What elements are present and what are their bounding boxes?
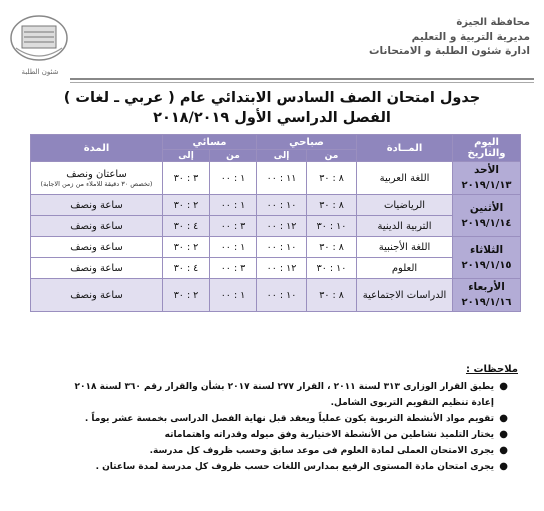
- letterhead: [0, 6, 544, 78]
- morning-to-cell: ١٢ : ٠٠: [257, 216, 307, 237]
- day-cell: [453, 279, 521, 312]
- day-cell: [453, 195, 521, 237]
- header-subject: المــادة: [357, 135, 453, 162]
- evening-to-cell: ٤ : ٣٠: [163, 258, 210, 279]
- bullet-icon: ●: [499, 445, 508, 456]
- subject-cell: الرياضيات: [357, 195, 453, 216]
- list-item: ● تقويم مواد الأنشطة التربوية يكون عملياً ويعقد قبل نهاية الفصل الدراسى بخمسة عشر يوماً .: [28, 411, 524, 427]
- notes-list: [28, 379, 524, 475]
- duration-cell: ساعة ونصف: [31, 279, 163, 312]
- bullet-icon: ●: [499, 381, 508, 392]
- header-morning-to: إلى: [257, 150, 307, 162]
- evening-to-cell: ٤ : ٣٠: [163, 216, 210, 237]
- bullet-icon: ●: [499, 413, 508, 424]
- evening-to-cell: ٣ : ٣٠: [163, 162, 210, 195]
- day-name: الأثنين: [469, 201, 504, 214]
- morning-to-cell: ١٢ : ٠٠: [257, 258, 307, 279]
- duration-note: (تخصص ٣٠ دقيقة للاملاء من زمن الاجابة): [40, 179, 153, 188]
- table-row: [31, 216, 521, 237]
- day-name: الأحد: [473, 164, 500, 176]
- duration-cell: ساعة ونصف: [31, 195, 163, 216]
- day-cell: [453, 237, 521, 279]
- title-line-1: جدول امتحان الصف السادس الابتدائي عام ( عربي ـ لغات ): [63, 90, 481, 106]
- day-date: ٢٠١٩/١/١٤: [461, 217, 512, 229]
- day-date: ٢٠١٩/١/١٥: [461, 259, 512, 271]
- list-item: ● يختار التلميذ نشاطين من الأنشطة الاختيارية وفق ميوله وقدراته واهتماماته: [28, 427, 524, 443]
- evening-from-cell: ١ : ٠٠: [210, 195, 257, 216]
- table-row: [31, 195, 521, 216]
- subject-cell: اللغة الأجنبية: [357, 237, 453, 258]
- subject-cell: اللغة العربية: [357, 162, 453, 195]
- evening-to-cell: ٢ : ٣٠: [163, 237, 210, 258]
- notes-title: ملاحظات :: [465, 364, 518, 375]
- duration-cell: [31, 162, 163, 195]
- duration-text: ساعتان ونصف: [66, 168, 127, 180]
- department-name: ادارة شئون الطلبة و الامتحانات: [369, 45, 530, 57]
- document-title: [0, 88, 544, 128]
- duration-cell: ساعة ونصف: [31, 216, 163, 237]
- morning-from-cell: ١٠ : ٣٠: [307, 216, 357, 237]
- table-row: [31, 258, 521, 279]
- header-day-date: اليوم والتاريخ: [453, 135, 521, 162]
- morning-to-cell: ١٠ : ٠٠: [257, 279, 307, 312]
- morning-from-cell: ٨ : ٣٠: [307, 279, 357, 312]
- header-morning-from: من: [307, 150, 357, 162]
- governorate-name: محافظة الجيزة: [456, 17, 530, 28]
- morning-to-cell: ١٠ : ٠٠: [257, 237, 307, 258]
- logo-caption: شئون الطلبة: [21, 68, 59, 76]
- morning-from-cell: ٨ : ٣٠: [307, 162, 357, 195]
- bullet-icon: ●: [499, 461, 508, 472]
- morning-to-cell: ١١ : ٠٠: [257, 162, 307, 195]
- table-row: [31, 279, 521, 312]
- evening-from-cell: ١ : ٠٠: [210, 237, 257, 258]
- morning-from-cell: ٨ : ٣٠: [307, 237, 357, 258]
- organization-block: [369, 16, 530, 58]
- subject-cell: العلوم: [357, 258, 453, 279]
- evening-from-cell: ١ : ٠٠: [210, 279, 257, 312]
- ministry-logo-icon: [6, 8, 72, 74]
- header-divider: [70, 78, 534, 83]
- duration-cell: ساعة ونصف: [31, 237, 163, 258]
- day-name: الثلاثاء: [469, 243, 504, 256]
- day-name: الأربعاء: [468, 281, 505, 293]
- evening-from-cell: ٣ : ٠٠: [210, 258, 257, 279]
- header-evening-to: إلى: [163, 150, 210, 162]
- morning-from-cell: ١٠ : ٣٠: [307, 258, 357, 279]
- exam-schedule-table: [30, 134, 521, 312]
- header-morning: صباحي: [257, 135, 357, 150]
- evening-from-cell: ٣ : ٠٠: [210, 216, 257, 237]
- evening-from-cell: ١ : ٠٠: [210, 162, 257, 195]
- duration-cell: ساعة ونصف: [31, 258, 163, 279]
- title-line-2: الفصل الدراسي الأول ٢٠١٨/٢٠١٩: [153, 110, 391, 126]
- day-cell: [453, 162, 521, 195]
- list-item: ● يجرى امتحان مادة المستوى الرفيع بمدارس اللغات حسب ظروف كل مدرسة لمدة ساعتان .: [28, 459, 524, 475]
- day-date: ٢٠١٩/١/١٣: [461, 180, 512, 191]
- morning-from-cell: ٨ : ٣٠: [307, 195, 357, 216]
- header-evening: مسائي: [163, 135, 257, 150]
- day-date: ٢٠١٩/١/١٦: [461, 297, 512, 308]
- list-item: ● يجرى الامتحان العملى لمادة العلوم فى موعد سابق وحسب ظروف كل مدرسة.: [28, 443, 524, 459]
- subject-cell: الدراسات الاجتماعية: [357, 279, 453, 312]
- notes-section: [28, 364, 524, 475]
- morning-to-cell: ١٠ : ٠٠: [257, 195, 307, 216]
- header-duration: المدة: [31, 135, 163, 162]
- evening-to-cell: ٢ : ٣٠: [163, 195, 210, 216]
- directorate-name: مديرية التربية و التعليم: [411, 31, 530, 43]
- header-evening-from: من: [210, 150, 257, 162]
- bullet-icon: ●: [499, 429, 508, 440]
- list-item: ● يطبق القرار الوزارى ٣١٣ لسنة ٢٠١١ ، القرار ٢٧٧ لسنة ٢٠١٧ بشأن والقرار رقم ٣٦٠ لسنة ٢٠١٨ إعادة تنظيم التقويم التربوى الشامل.: [74, 381, 508, 408]
- evening-to-cell: ٢ : ٣٠: [163, 279, 210, 312]
- subject-cell: التربية الدينية: [357, 216, 453, 237]
- table-row: [31, 237, 521, 258]
- table-row: [31, 162, 521, 195]
